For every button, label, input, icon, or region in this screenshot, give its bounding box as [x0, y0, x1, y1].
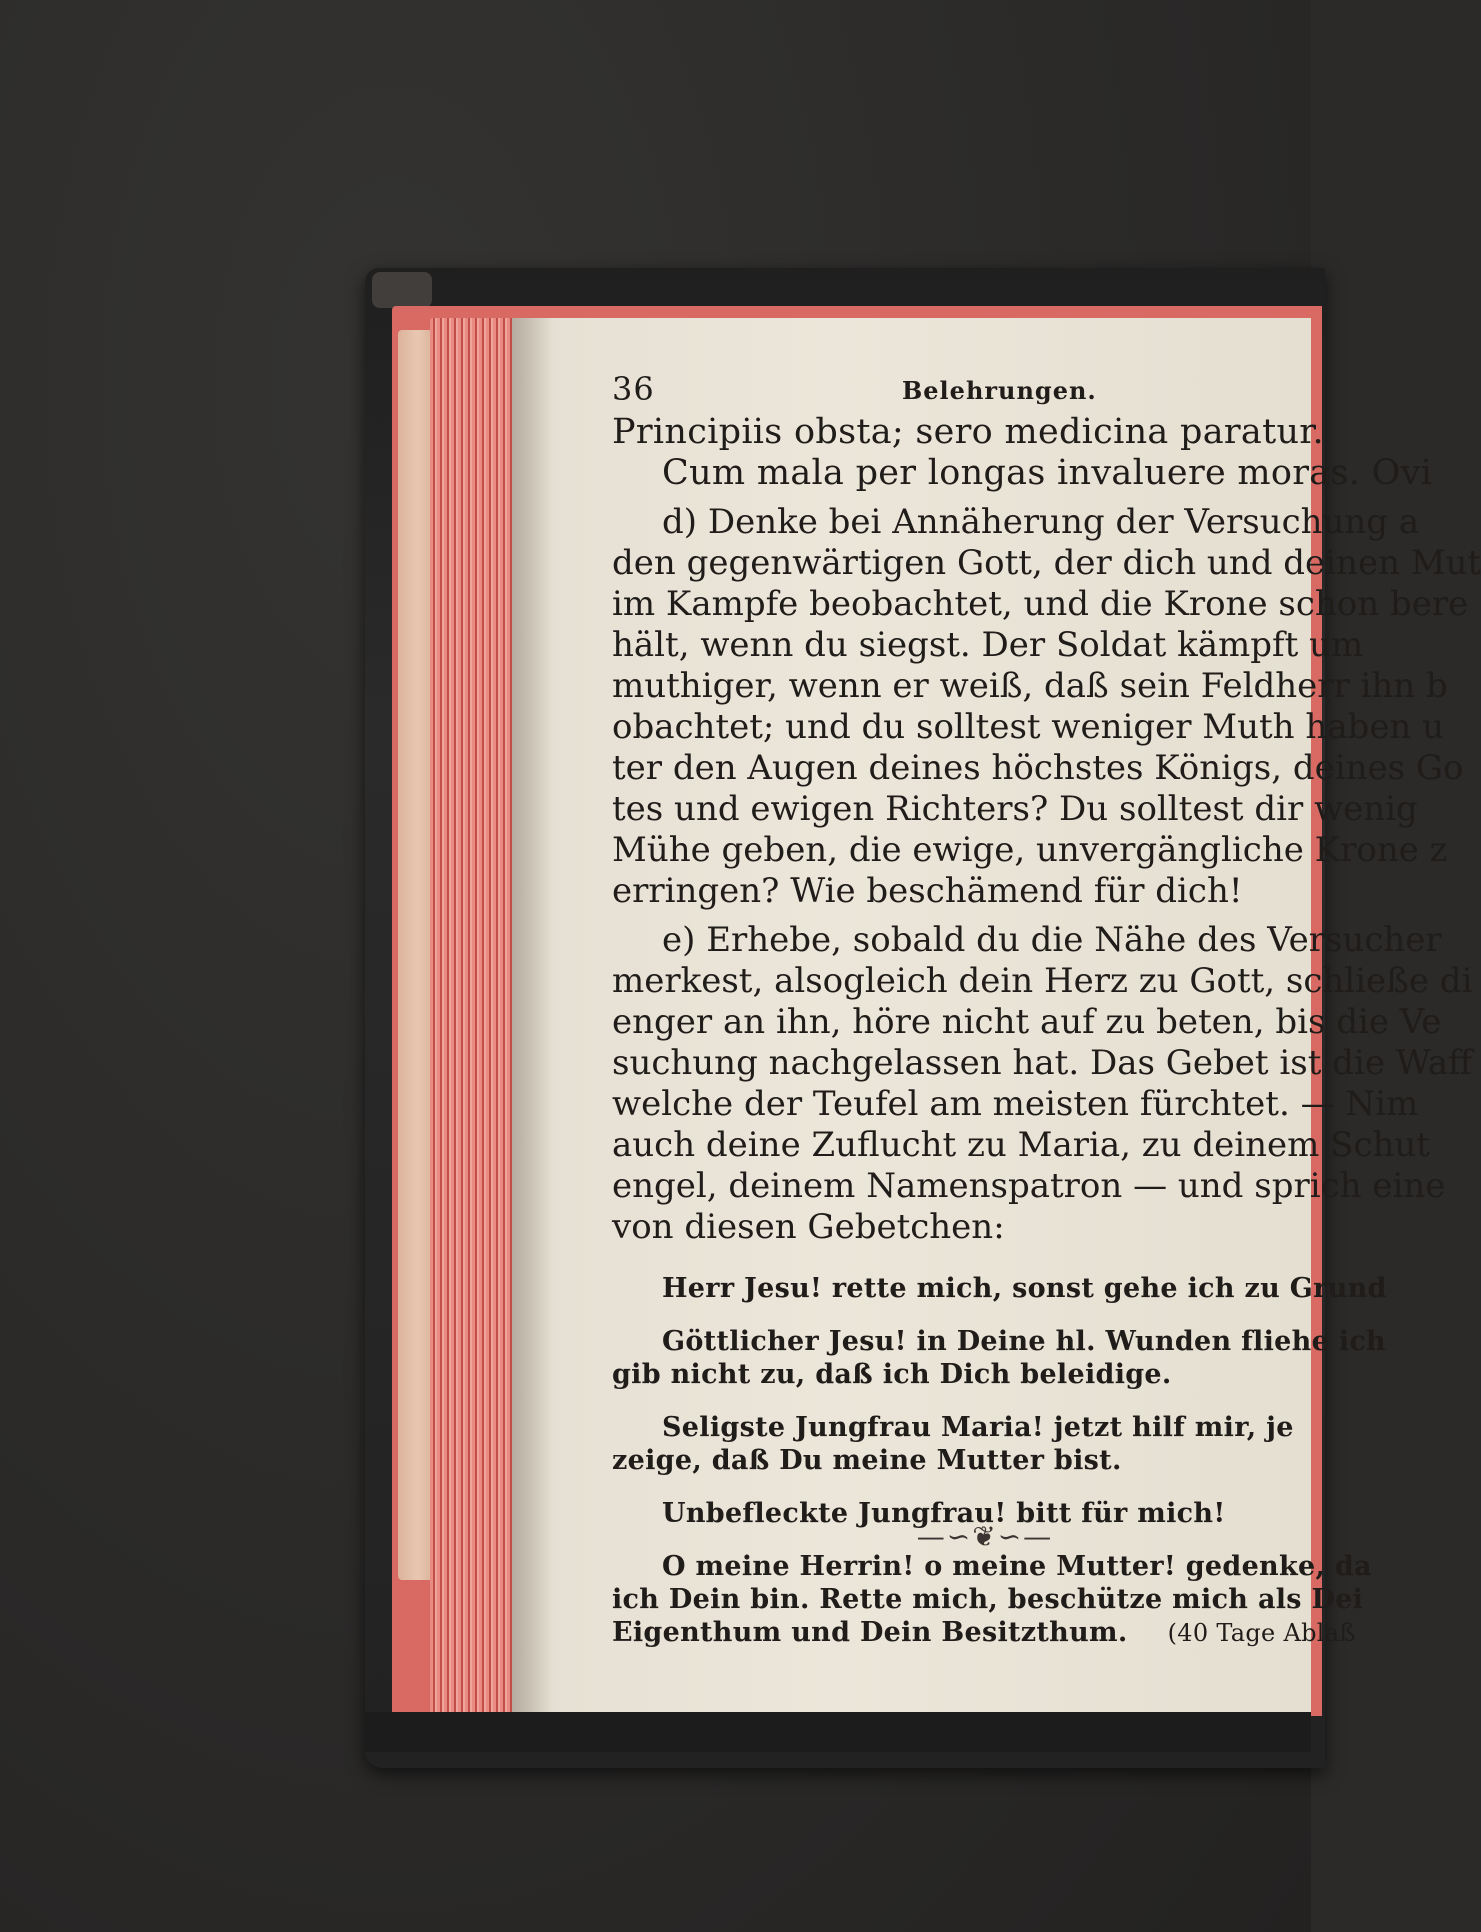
text-line: auch deine Zuflucht zu Maria, zu deinem Schut	[612, 1125, 1430, 1165]
indulgence-note: (40 Tage Ablaß	[1167, 1619, 1356, 1647]
page-header	[612, 360, 1311, 412]
text-line: Mühe geben, die ewige, unvergängliche Krone z	[612, 830, 1448, 870]
text-line: welche der Teufel am meisten fürchtet. — Nim	[612, 1084, 1419, 1124]
prayer-list	[612, 1272, 1387, 1650]
prayer-line: Herr Jesu! rette mich, sonst gehe ich zu Grund	[662, 1273, 1387, 1304]
prayer-line: Seligste Jungfrau Maria! jetzt hilf mir, je	[662, 1412, 1294, 1443]
prayer	[612, 1411, 1311, 1477]
prayer-line: O meine Herrin! o meine Mutter! gedenke, da	[662, 1551, 1372, 1582]
page-text	[612, 360, 1481, 1680]
verse-line: Principiis obsta; sero medicina paratur.	[612, 412, 1324, 452]
text-line: im Kampfe beobachtet, und die Krone schon bere	[612, 584, 1469, 624]
cover-wear	[372, 272, 432, 308]
text-line: suchung nachgelassen hat. Das Gebet ist die Waff	[612, 1043, 1473, 1083]
text-line: merkest, alsogleich dein Herz zu Gott, schließe di	[612, 961, 1473, 1001]
prayer	[612, 1550, 1372, 1650]
prayer	[612, 1272, 1387, 1305]
prayer-line: Göttlicher Jesu! in Deine hl. Wunden fliehe ich	[662, 1326, 1386, 1357]
red-fore-edge	[430, 318, 520, 1720]
verse-line: Cum mala per longas invaluere moras. Ovi	[662, 453, 1433, 493]
prayer	[612, 1325, 1386, 1391]
text-line: d) Denke bei Annäherung der Versuchung a	[662, 502, 1420, 542]
gutter-shadow	[512, 318, 552, 1718]
text-line: e) Erhebe, sobald du die Nähe des Versucher	[662, 920, 1442, 960]
text-line: enger an ihn, höre nicht auf zu beten, bis die Ve	[612, 1002, 1442, 1042]
ornament-divider: —∽❦∽—	[916, 1520, 1054, 1553]
text-line: erringen? Wie beschämend für dich!	[612, 871, 1243, 911]
latin-verse	[612, 412, 1433, 494]
prayer-line: Eigenthum und Dein Besitzthum. (40 Tage Ablaß	[612, 1617, 1356, 1648]
cover-bottom-edge	[365, 1712, 1311, 1752]
text-line: ter den Augen deines höchstes Königs, deines Go	[612, 748, 1464, 788]
prayer-line: Unbefleckte Jungfrau! bitt für mich!	[662, 1498, 1226, 1529]
text-line: von diesen Gebetchen:	[612, 1207, 1005, 1247]
page-number: 36	[612, 370, 655, 408]
text-line: tes und ewigen Richters? Du solltest dir wenig	[612, 789, 1418, 829]
text-line: muthiger, wenn er weiß, daß sein Feldherr ihn b	[612, 666, 1448, 706]
running-head: Belehrungen.	[902, 376, 1097, 405]
text-line: den gegenwärtigen Gott, der dich und deinen Mut	[612, 543, 1481, 583]
text-line: hält, wenn du siegst. Der Soldat kämpft um	[612, 625, 1364, 665]
text-line: engel, deinem Namenspatron — und sprich eine	[612, 1166, 1446, 1206]
paragraph-d	[612, 502, 1481, 912]
prayer-line: zeige, daß Du meine Mutter bist.	[612, 1445, 1122, 1476]
paragraph-e	[612, 920, 1473, 1248]
text-line: obachtet; und du solltest weniger Muth haben u	[612, 707, 1445, 747]
prayer-line: gib nicht zu, daß ich Dich beleidige.	[612, 1359, 1172, 1390]
prayer-line: ich Dein bin. Rette mich, beschütze mich als Dei	[612, 1584, 1364, 1615]
